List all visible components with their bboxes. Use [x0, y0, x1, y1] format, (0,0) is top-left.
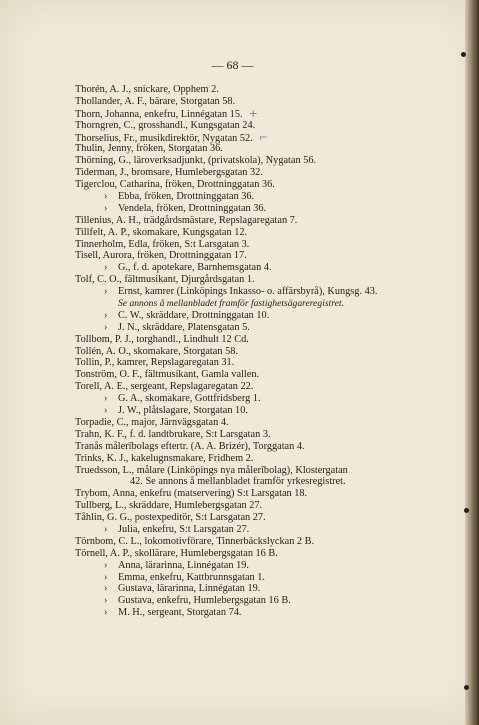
entry-text: Tranås målerībolags eftertr. (A. A. Brizér), Torggatan 4. [75, 440, 305, 452]
entry-text: Tisell, Aurora, fröken, Drottninggatan 17. [75, 250, 247, 262]
directory-entry [0, 274, 465, 286]
directory-entry [0, 346, 465, 358]
directory-entry [0, 441, 465, 453]
entry-text: G., f. d. apotekare, Barnhemsgatan 4. [118, 262, 272, 274]
directory-entry [0, 203, 465, 215]
directory-entry [0, 250, 465, 262]
entry-text: Tolf, C. O., fältmusikant, Djurgårdsgatan 1. [75, 274, 255, 286]
directory-entry [0, 536, 465, 548]
directory-entry [0, 191, 465, 203]
directory-entry [0, 488, 465, 500]
directory-entry [0, 96, 465, 108]
entry-text: Julia, enkefru, S:t Larsgatan 27. [118, 523, 250, 535]
entry-text: Thorn, Johanna, enkefru, Linnégatan 15. [75, 108, 243, 120]
directory-entry [0, 84, 465, 96]
directory-entry [0, 405, 465, 417]
entry-text: Thorselius, Fr., musikdirektör, Nygatan 52. [75, 132, 253, 144]
directory-entry [0, 560, 465, 572]
entry-text: C. W., skräddare, Drottninggatan 10. [118, 309, 270, 321]
ditto-mark: › [104, 523, 108, 535]
directory-entry [0, 215, 465, 227]
pencil-annotation: + [248, 106, 258, 120]
directory-entry [0, 155, 465, 167]
entry-text: Törnell, A. P., skollärare, Humlebergsgatan 16 B. [75, 547, 278, 559]
directory-entry [0, 429, 465, 441]
entry-text: Tiderman, J., bromsare, Humlebergsgatan 32. [75, 167, 263, 179]
entry-text: Gustava, enkefru, Humlebergsgatan 16 B. [118, 595, 291, 607]
entry-text: Torell, A. E., sergeant, Repslagaregatan 22. [75, 381, 254, 393]
advert-note [0, 298, 465, 310]
entry-text: Emma, enkefru, Kattbrunnsgatan 1. [118, 571, 265, 583]
entry-text: Trybom, Anna, enkefru (matservering) S:t Larsgatan 18. [75, 488, 308, 500]
entry-text: Trinks, K. J., kakelugnsmakare, Fridhem 2. [75, 452, 254, 464]
entry-text: Tollin, P., kamrer, Repslagaregatan 31. [75, 357, 235, 369]
entry-text: Vendela, fröken, Drottninggatan 36. [118, 202, 267, 214]
entry-text: Ernst, kamrer (Linköpings Inkasso- o. affärsbyrå), Kungsg. 43. [118, 286, 378, 298]
ditto-mark: › [104, 286, 108, 298]
entry-text: Torpadie, C., major, Järnvägsgatan 4. [75, 416, 229, 428]
entry-text: J. W., plåtslagare, Storgatan 10. [118, 405, 248, 417]
directory-entry [0, 381, 465, 393]
entry-text: Thorén, A. J., snickare, Opphem 2. [75, 84, 219, 95]
directory-entry [0, 179, 465, 191]
entry-text: Thollander, A. F., bärare, Storgatan 58. [75, 95, 236, 107]
page-number: — 68 — [211, 58, 254, 72]
directory-entry [0, 465, 465, 477]
directory-entry [0, 572, 465, 584]
ditto-mark: › [104, 202, 108, 214]
directory-entry [0, 607, 465, 619]
entry-text: M. H., sergeant, Storgatan 74. [118, 607, 242, 619]
directory-entry [0, 286, 465, 298]
entry-text: 42. Se annons å mellanbladet framför yrkesregistret. [130, 476, 346, 488]
directory-entry [0, 453, 465, 465]
entry-text: Truedsson, L., målare (Linköpings nya målerībolag), Klostergatan [75, 464, 348, 476]
entry-text: Tillfelt, A. P., skomakare, Kungsgatan 12. [75, 226, 248, 238]
ditto-mark: › [104, 321, 108, 333]
entry-text: Törnbom, C. L., lokomotivförare, Tinnerbäckslyckan 2 B. [75, 535, 315, 547]
directory-entry [0, 262, 465, 274]
directory-entry [0, 322, 465, 334]
directory-entry [0, 524, 465, 536]
directory-entry [0, 357, 465, 369]
directory-entry [0, 548, 465, 560]
directory-entry [0, 500, 465, 512]
ditto-mark: › [104, 607, 108, 619]
entry-text: Tillenius, A. H., trädgårdsmästare, Repslagaregatan 7. [75, 214, 298, 226]
directory-entry [0, 239, 465, 251]
directory-entry [0, 227, 465, 239]
directory-entry [0, 369, 465, 381]
ditto-mark: › [104, 595, 108, 607]
directory-entry [0, 476, 465, 488]
entry-text: Tollén, A. O., skomakare, Storgatan 58. [75, 345, 238, 357]
directory-entry [0, 108, 465, 120]
entry-text: Tonström, O. F., fältmusikant, Gamla vallen. [75, 369, 260, 381]
entry-text: Thörning, G., läroverksadjunkt, (privatskola), Nygatan 56. [75, 155, 317, 167]
entry-text: Se annons å mellanbladet framför fastighetsägareregistret. [118, 298, 344, 310]
directory-entry [0, 595, 465, 607]
directory-entry [0, 143, 465, 155]
entry-text: G. A., skomakare, Gottfridsberg 1. [118, 393, 261, 405]
directory-entry [0, 393, 465, 405]
ditto-mark: › [104, 309, 108, 321]
directory-entry [0, 583, 465, 595]
entry-text: Tåhlin, G. G., postexpeditör, S:t Larsgatan 27. [75, 512, 266, 524]
entry-text: Trahn, K. F., f. d. landtbrukare, S:t Larsgatan 3. [75, 428, 271, 440]
ditto-mark: › [104, 559, 108, 571]
ditto-mark: › [104, 393, 108, 405]
directory-entry [0, 120, 465, 132]
entry-text: Tinnerholm, Edla, fröken, S:t Larsgatan 3. [75, 238, 250, 250]
directory-entry [0, 512, 465, 524]
ditto-mark: › [104, 571, 108, 583]
entry-text: Anna, lärarinna, Linnégatan 19. [118, 559, 249, 571]
directory-entry [0, 167, 465, 179]
pencil-annotation: ⌐ [258, 130, 268, 144]
entry-text: J. N., skräddare, Platensgatan 5. [118, 321, 250, 333]
entry-text: Tollbom, P. J., torghandl., Lindhult 12 Cd. [75, 333, 249, 345]
directory-entry [0, 334, 465, 346]
directory-entries [0, 84, 465, 619]
ditto-mark: › [104, 262, 108, 274]
ditto-mark: › [104, 405, 108, 417]
binding-hole-mark [461, 52, 466, 57]
entry-text: Ebba, fröken, Drottninggatan 36. [118, 191, 255, 203]
entry-text: Tigerclou, Catharina, fröken, Drottninggatan 36. [75, 179, 275, 191]
ditto-mark: › [104, 583, 108, 595]
book-spine [465, 0, 479, 725]
binding-hole-mark [464, 685, 469, 690]
entry-text: Gustava, lärarinna, Linnégatan 19. [118, 583, 261, 595]
ditto-mark: › [104, 191, 108, 203]
entry-text: Thulin, Jenny, fröken, Storgatan 36. [75, 143, 223, 155]
directory-entry [0, 310, 465, 322]
directory-entry [0, 417, 465, 429]
directory-entry [0, 132, 465, 144]
entry-text: Thorngren, C., grosshandl., Kungsgatan 24. [75, 119, 256, 131]
entry-text: Tullberg, L., skräddare, Humlebergsgatan 27. [75, 500, 263, 512]
